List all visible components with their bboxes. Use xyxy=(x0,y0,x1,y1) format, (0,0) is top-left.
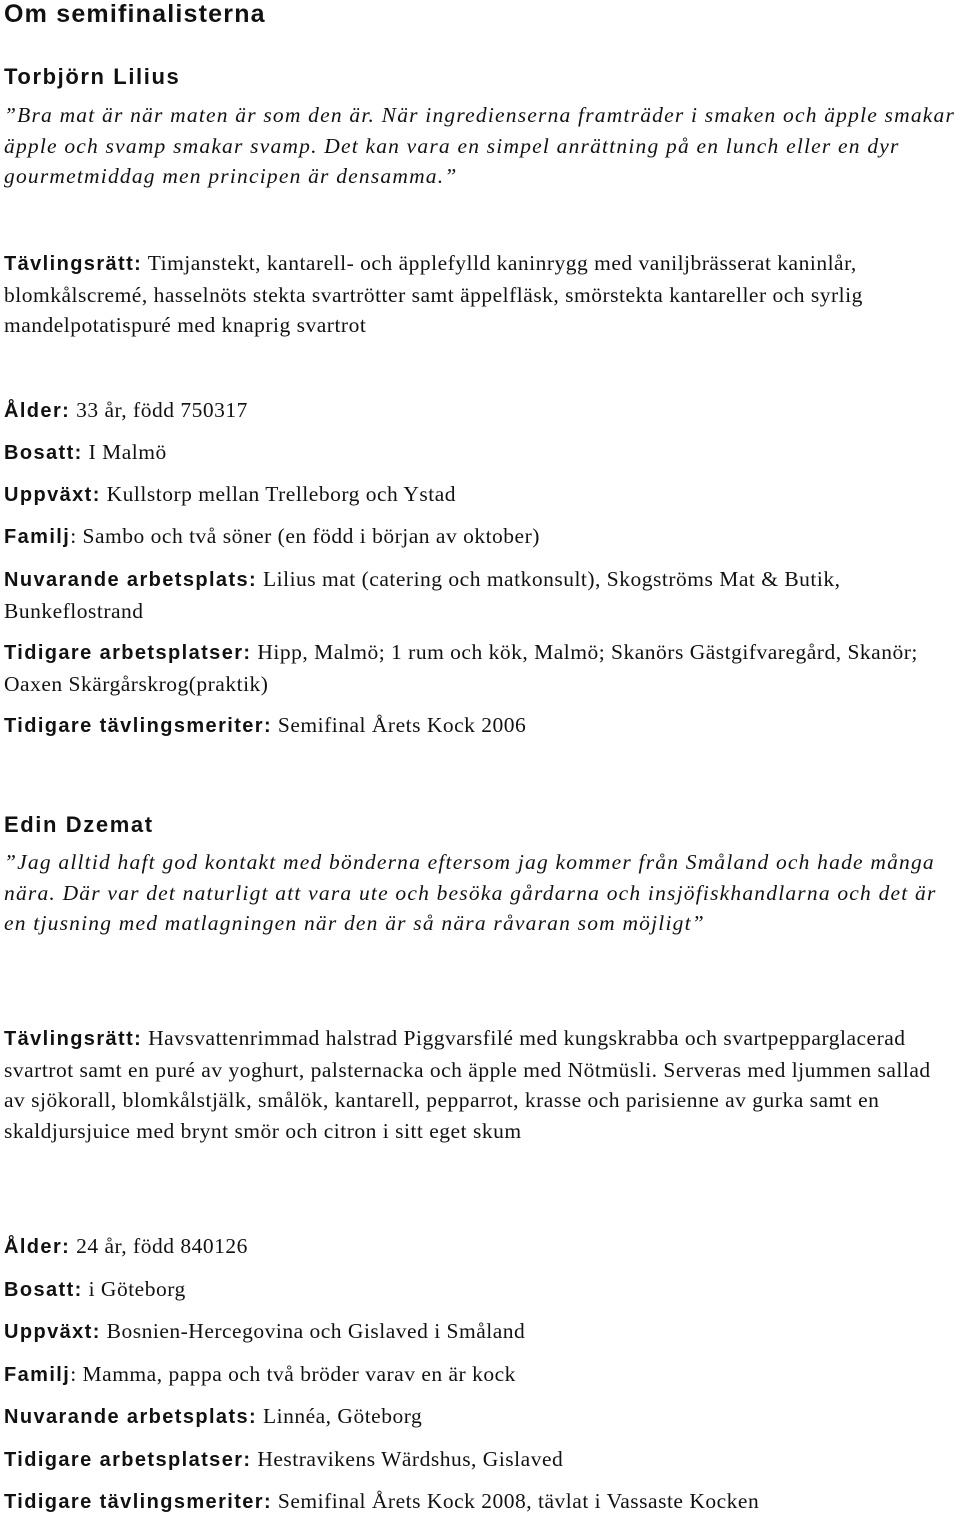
contestant-quote: ”Bra mat är när maten är som den är. När ingredienserna framträder i smaken och äpple smakar äpple och svamp smakar svamp. Det kan vara en simpel anrättning på en lunch eller en dyr gourmetmiddag men principen är densamma.” xyxy=(4,103,956,188)
fact-value: 33 år, född 750317 xyxy=(70,398,248,422)
fact-value: 24 år, född 840126 xyxy=(70,1234,248,1258)
fact-age xyxy=(4,1231,956,1263)
fact-label: Tidigare arbetsplatser: xyxy=(4,1449,252,1471)
fact-previous-merits xyxy=(4,1486,956,1518)
fact-value: Hipp, Malmö; 1 rum och kök, Malmö; Skanörs Gästgifvaregård, Skanör; Oaxen Skärgårskrog(praktik) xyxy=(4,640,918,696)
fact-value: Lilius mat (catering och matkonsult), Skogströms Mat & Butik, Bunkeflostrand xyxy=(4,567,841,623)
fact-age xyxy=(4,395,956,427)
fact-label: Uppväxt: xyxy=(4,484,101,506)
fact-label: Bosatt: xyxy=(4,1279,83,1301)
dish-label: Tävlingsrätt: xyxy=(4,1028,143,1050)
contestant-name: Edin Dzemat xyxy=(4,812,154,837)
dish-text: Timjanstekt, kantarell- och äpplefylld kaninrygg med vaniljbrässerat kaninlår, blomkålscremé, hasselnöts stekta svartrötter samt äppelfläsk, smörstekta kantareller och syrlig mandelpotatispuré med knaprig svartrot xyxy=(4,251,863,337)
fact-label: Familj xyxy=(4,526,71,548)
fact-value: Semifinal Årets Kock 2008, tävlat i Vassaste Kocken xyxy=(272,1489,760,1513)
fact-upbringing xyxy=(4,1316,956,1348)
dish-text: Havsvattenrimmad halstrad Piggvarsfilé med kungskrabba och svartpepparglacerad svartrot samt en puré av yoghurt, palsternacka och äpple med Nötmüsli. Serveras med ljummen sallad av sjökorall, blomkålstjälk, smålök, kantarell, pepparrot, krasse och parisienne av gurka samt en skaldjursjuice med brynt smör och citron i sitt eget skum xyxy=(4,1026,931,1143)
contestant-quote: ”Jag alltid haft god kontakt med bönderna eftersom jag kommer från Småland och hade många nära. Där var det naturligt att vara ute och besöka gårdarna och insjöfiskhandlarna och det är en tjusning med matlagningen när den är så nära råvaran som möjligt” xyxy=(4,850,937,935)
competition-dish xyxy=(4,248,956,341)
fact-value: Kullstorp mellan Trelleborg och Ystad xyxy=(100,482,456,506)
fact-family xyxy=(4,1359,956,1391)
fact-label: Nuvarande arbetsplats: xyxy=(4,569,258,591)
fact-label: Ålder: xyxy=(4,400,71,422)
fact-label: Uppväxt: xyxy=(4,1321,101,1343)
fact-value: Linnéa, Göteborg xyxy=(257,1404,423,1428)
competition-dish xyxy=(4,1023,956,1146)
fact-value: i Göteborg xyxy=(82,1277,186,1301)
fact-previous-workplaces xyxy=(4,637,956,699)
fact-label: Tidigare tävlingsmeriter: xyxy=(4,715,273,737)
fact-value: : Mamma, pappa och två bröder varav en är kock xyxy=(70,1362,516,1386)
fact-current-workplace xyxy=(4,564,956,626)
fact-current-workplace xyxy=(4,1401,956,1433)
fact-label: Ålder: xyxy=(4,1236,71,1258)
fact-label: Tidigare arbetsplatser: xyxy=(4,642,252,664)
fact-upbringing xyxy=(4,479,956,511)
fact-previous-merits xyxy=(4,710,956,742)
fact-value: : Sambo och två söner (en född i början av oktober) xyxy=(70,524,540,548)
fact-previous-workplaces xyxy=(4,1444,956,1476)
dish-label: Tävlingsrätt: xyxy=(4,253,143,275)
fact-label: Nuvarande arbetsplats: xyxy=(4,1406,258,1428)
fact-family xyxy=(4,521,956,553)
fact-value: Hestravikens Wärdshus, Gislaved xyxy=(251,1447,564,1471)
fact-label: Tidigare tävlingsmeriter: xyxy=(4,1491,273,1513)
page-title: Om semifinalisterna xyxy=(4,0,266,28)
contestant-name: Torbjörn Lilius xyxy=(4,64,181,89)
fact-residence xyxy=(4,1274,956,1306)
fact-value: Semifinal Årets Kock 2006 xyxy=(272,713,527,737)
fact-label: Familj xyxy=(4,1364,71,1386)
fact-residence xyxy=(4,437,956,469)
fact-value: Bosnien-Hercegovina och Gislaved i Småland xyxy=(100,1319,526,1343)
fact-label: Bosatt: xyxy=(4,442,83,464)
fact-value: I Malmö xyxy=(82,440,167,464)
